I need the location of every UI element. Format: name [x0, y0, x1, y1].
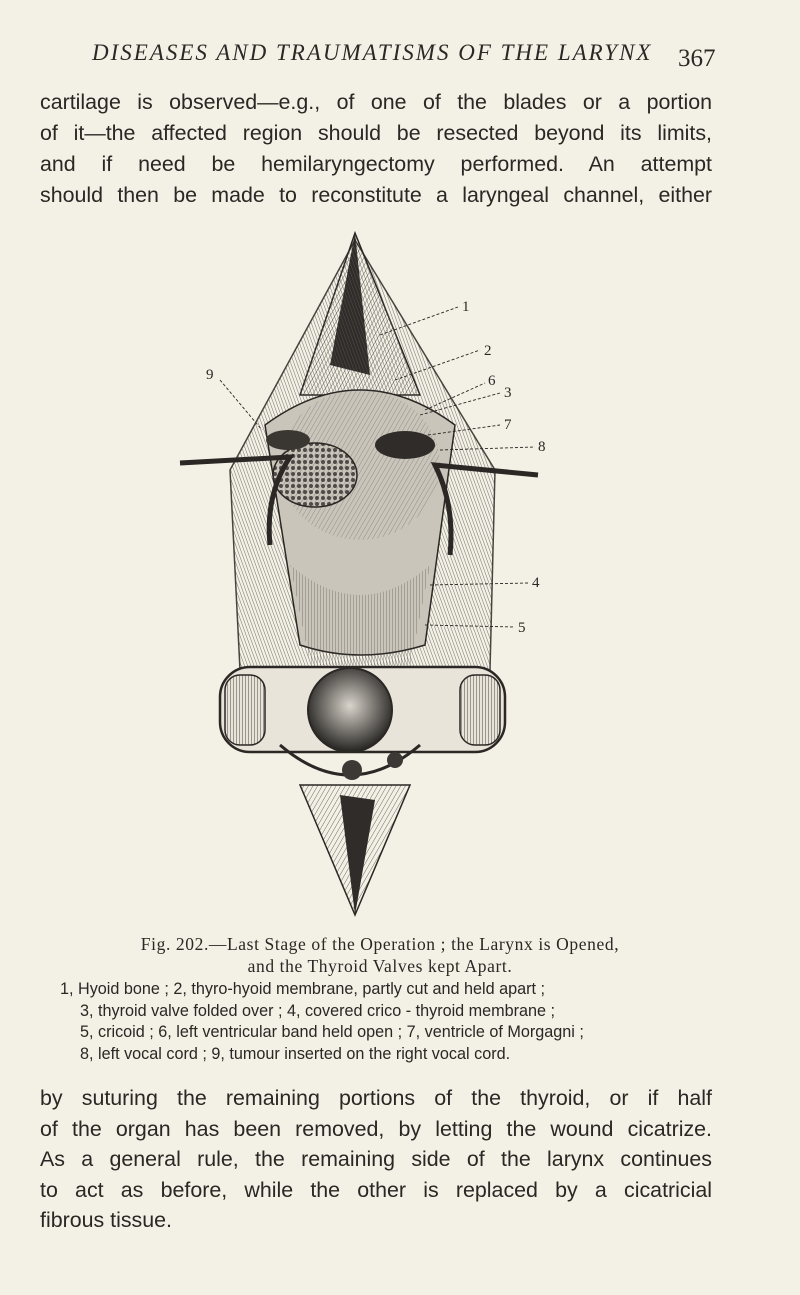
figure-label-3: 3 [504, 385, 512, 401]
figure-label-4: 4 [532, 575, 540, 591]
caption-title-line: Fig. 202.—Last Stage of the Operation ; the Larynx is Opened, [140, 934, 620, 954]
tumour [273, 443, 357, 507]
figure-label-1: 1 [462, 299, 470, 315]
figure-label-5: 5 [518, 620, 526, 636]
figure-label-6: 6 [488, 373, 496, 389]
running-header: DISEASES AND TRAUMATISMS OF THE LARYNX [92, 40, 653, 65]
body-paragraph-bottom [40, 1083, 712, 1236]
text-line: As a general rule, the remaining side of the larynx continues [40, 1147, 712, 1171]
body-paragraph-top [40, 87, 712, 211]
text-line: to act as before, while the other is replaced by a cicatricial [40, 1177, 712, 1202]
figure-label-7: 7 [504, 417, 512, 433]
figure-caption-title [60, 933, 700, 977]
figure-label-2: 2 [484, 343, 492, 359]
figure-label-9: 9 [206, 367, 214, 383]
caption-title-line: and the Thyroid Valves kept Apart. [247, 956, 513, 976]
figure-label-8: 8 [538, 439, 546, 455]
page-number: 367 [678, 45, 716, 72]
legend-line: 8, left vocal cord ; 9, tumour inserted on the right vocal cord. [80, 1044, 511, 1063]
text-line: by suturing the remaining portions of the thyroid, or if half [40, 1086, 712, 1110]
text-line: fibrous tissue. [40, 1208, 172, 1232]
figure-drawing [170, 225, 570, 925]
legend-line: 5, cricoid ; 6, left ventricular band held open ; 7, ventricle of Morgagni ; [80, 1023, 584, 1041]
tube-lumen [308, 668, 392, 752]
larynx-operation-illustration [170, 225, 570, 925]
text-line: should then be made to reconstitute a laryngeal channel, either [40, 183, 712, 207]
legend-line: 1, Hyoid bone ; 2, thyro-hyoid membrane, partly cut and held apart ; [60, 980, 545, 998]
text-line: of it—the affected region should be resected beyond its limits, [40, 121, 712, 145]
legend-line: 3, thyroid valve folded over ; 4, covered crico - thyroid membrane ; [80, 1001, 556, 1020]
text-line: of the organ has been removed, by letting the wound cicatrize. [40, 1116, 712, 1141]
figure-legend [60, 979, 708, 1065]
text-line: cartilage is observed—e.g., of one of the blades or a portion [40, 90, 712, 114]
text-line: and if need be hemilaryngectomy performed. An attempt [40, 152, 712, 176]
